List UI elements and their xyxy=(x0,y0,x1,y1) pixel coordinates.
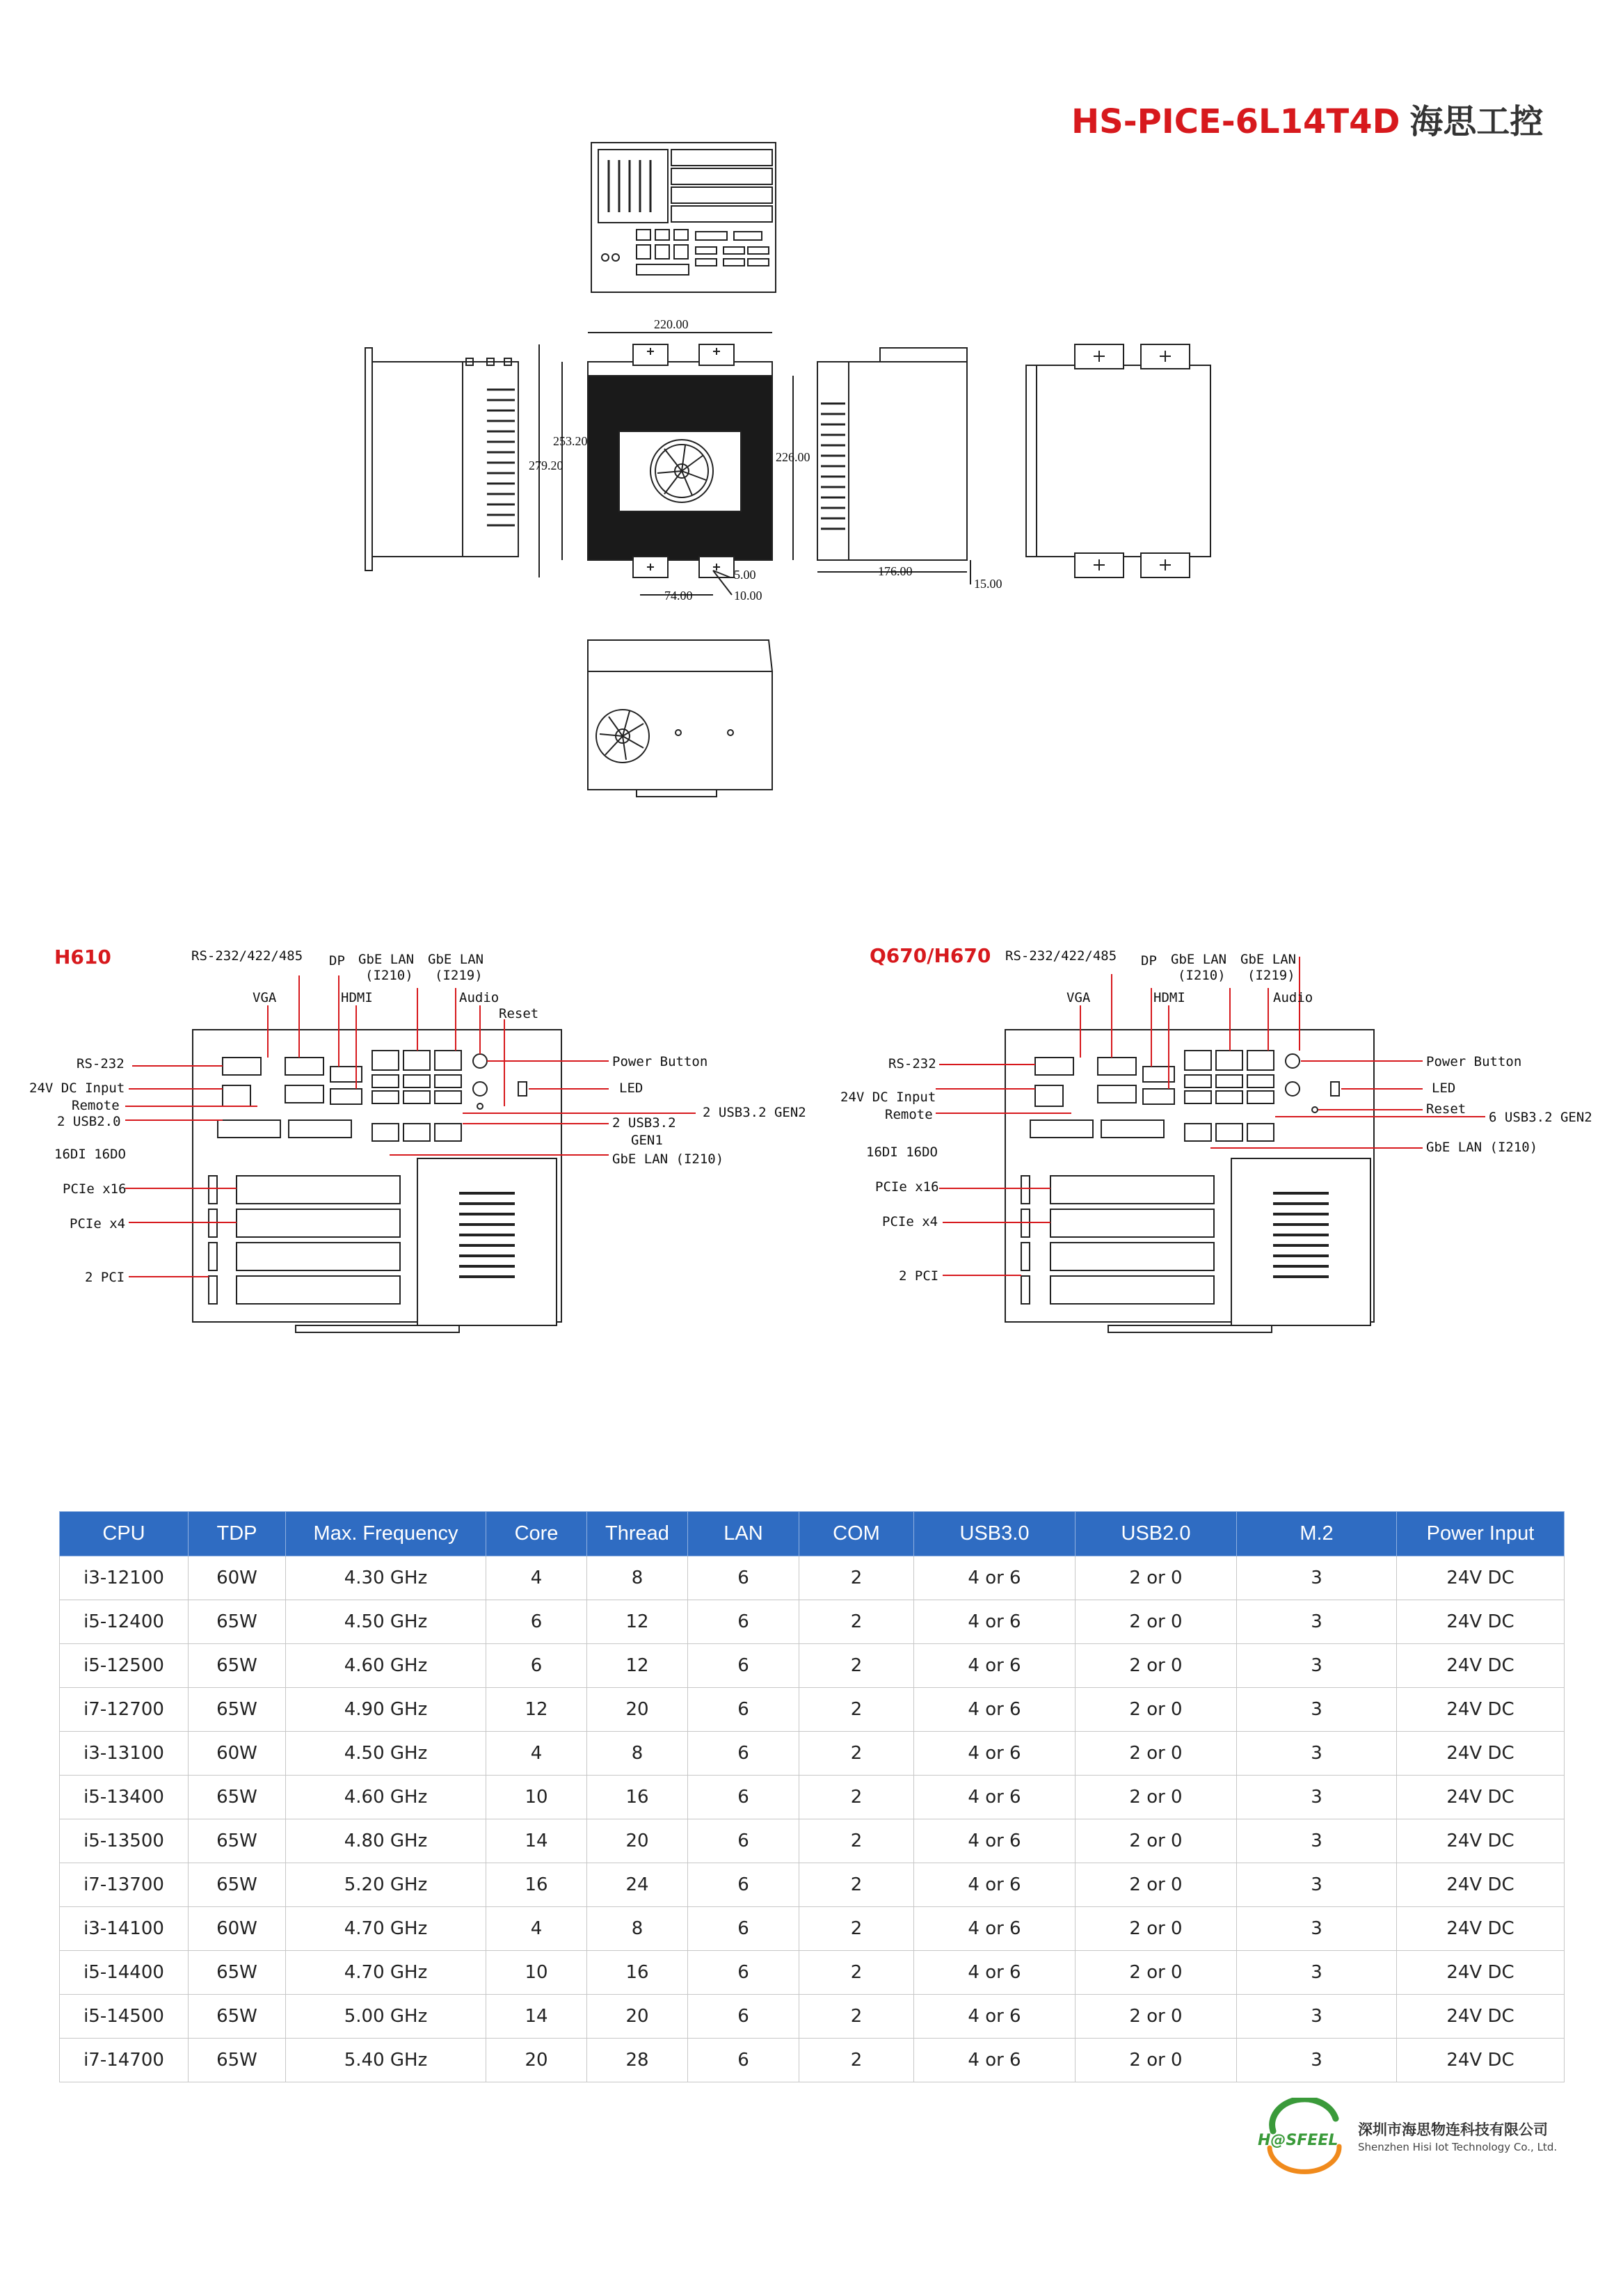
label-r-gbe2: GbE LAN xyxy=(1240,952,1297,967)
table-cell: 4.90 GHz xyxy=(286,1688,486,1732)
table-cell: 6 xyxy=(486,1644,587,1688)
table-cell: 65W xyxy=(189,1995,286,2039)
label-r-hdmi: HDMI xyxy=(1153,990,1185,1005)
dim-hole-a: 5.00 xyxy=(734,568,756,582)
front-view-drawing xyxy=(591,143,776,292)
table-cell: 2 xyxy=(799,1688,914,1732)
table-cell: 16 xyxy=(486,1863,587,1907)
col-header-cpu: CPU xyxy=(60,1512,189,1556)
label-r-rs232: RS-232 xyxy=(888,1056,936,1071)
label-r-remote: Remote xyxy=(885,1107,933,1122)
table-cell: 2 xyxy=(799,1556,914,1600)
table-cell: 3 xyxy=(1237,1819,1397,1863)
label-r-gbe1-sub: (I210) xyxy=(1178,968,1226,983)
table-cell: 2 or 0 xyxy=(1076,2039,1237,2082)
table-cell: 2 xyxy=(799,1644,914,1688)
table-cell: 4 or 6 xyxy=(914,1600,1076,1644)
top-view-drawing xyxy=(539,333,793,595)
table-cell: 4 or 6 xyxy=(914,1732,1076,1776)
table-cell: 24V DC xyxy=(1397,1644,1565,1688)
io-panel-left-drawing xyxy=(125,975,696,1332)
footer xyxy=(1252,2098,1572,2174)
table-cell: 65W xyxy=(189,1863,286,1907)
table-cell: 2 xyxy=(799,1600,914,1644)
table-cell: 28 xyxy=(587,2039,688,2082)
table-cell: 10 xyxy=(486,1776,587,1819)
label-r-gbe-bottom: GbE LAN (I210) xyxy=(1426,1140,1538,1155)
label-r-rs232-422-485: RS-232/422/485 xyxy=(1005,948,1117,964)
table-cell: 4 or 6 xyxy=(914,1556,1076,1600)
table-cell: 2 xyxy=(799,1907,914,1951)
col-header-com: COM xyxy=(799,1512,914,1556)
table-cell: 20 xyxy=(587,1819,688,1863)
table-cell: 2 xyxy=(799,1732,914,1776)
table-row xyxy=(60,1819,1565,1863)
table-cell: 2 or 0 xyxy=(1076,1600,1237,1644)
company-name-en: Shenzhen Hisi Iot Technology Co., Ltd. xyxy=(1358,2141,1558,2153)
table-cell: i3-12100 xyxy=(60,1556,189,1600)
table-cell: 3 xyxy=(1237,2039,1397,2082)
table-cell: 2 xyxy=(799,2039,914,2082)
table-cell: i7-14700 xyxy=(60,2039,189,2082)
table-cell: 60W xyxy=(189,1556,286,1600)
cpu-spec-table xyxy=(59,1511,1565,2082)
table-cell: 24V DC xyxy=(1397,1732,1565,1776)
dim-bottom-offset: 74.00 xyxy=(664,589,693,603)
label-r-gbe1: GbE LAN xyxy=(1171,952,1227,967)
table-cell: 4 or 6 xyxy=(914,1819,1076,1863)
table-cell: 5.20 GHz xyxy=(286,1863,486,1907)
brand-name: 海思工控 xyxy=(1409,102,1544,141)
table-row xyxy=(60,1995,1565,2039)
dim-mid-height: 253.20 xyxy=(553,434,588,448)
label-usb32-gen1: 2 USB3.2 xyxy=(612,1115,676,1131)
label-dio: 16DI 16DO xyxy=(54,1147,126,1162)
label-r-pci: 2 PCI xyxy=(899,1268,939,1284)
label-vga: VGA xyxy=(253,990,277,1005)
label-led: LED xyxy=(619,1081,643,1096)
label-r-pcie4: PCIe x4 xyxy=(882,1214,938,1229)
company-logo xyxy=(1252,2098,1357,2174)
table-cell: 5.00 GHz xyxy=(286,1995,486,2039)
table-cell: 2 xyxy=(799,1951,914,1995)
table-cell: 3 xyxy=(1237,1644,1397,1688)
label-usb20: 2 USB2.0 xyxy=(57,1114,121,1129)
logo-text: H@SFEEL xyxy=(1258,2132,1338,2149)
table-row xyxy=(60,1732,1565,1776)
table-cell: 24V DC xyxy=(1397,1776,1565,1819)
table-cell: 6 xyxy=(688,1951,799,1995)
label-pci: 2 PCI xyxy=(85,1270,125,1285)
table-cell: 20 xyxy=(486,2039,587,2082)
table-header-row xyxy=(60,1512,1565,1556)
table-cell: 3 xyxy=(1237,1688,1397,1732)
table-cell: 2 or 0 xyxy=(1076,1556,1237,1600)
table-cell: 8 xyxy=(587,1907,688,1951)
label-r-dp: DP xyxy=(1141,953,1157,968)
label-gbe2: GbE LAN xyxy=(428,952,484,967)
table-cell: 6 xyxy=(486,1600,587,1644)
table-cell: 4.60 GHz xyxy=(286,1644,486,1688)
rear-fan-view-drawing xyxy=(588,640,772,797)
table-cell: 4 or 6 xyxy=(914,1688,1076,1732)
col-header-lan: LAN xyxy=(688,1512,799,1556)
label-gbe1-sub: (I210) xyxy=(365,968,413,983)
label-r-gbe2-sub: (I219) xyxy=(1247,968,1295,983)
table-cell: 65W xyxy=(189,1688,286,1732)
table-cell: 6 xyxy=(688,1644,799,1688)
table-row xyxy=(60,1644,1565,1688)
table-cell: 60W xyxy=(189,1907,286,1951)
table-cell: i5-14500 xyxy=(60,1995,189,2039)
table-cell: 6 xyxy=(688,1600,799,1644)
table-cell: 24V DC xyxy=(1397,2039,1565,2082)
table-cell: 6 xyxy=(688,1776,799,1819)
label-r-audio: Audio xyxy=(1273,990,1313,1005)
col-header-power-input: Power Input xyxy=(1397,1512,1565,1556)
table-cell: 4.50 GHz xyxy=(286,1732,486,1776)
table-cell: 4.80 GHz xyxy=(286,1819,486,1863)
table-cell: 4 or 6 xyxy=(914,1776,1076,1819)
table-cell: 2 or 0 xyxy=(1076,1907,1237,1951)
table-cell: 24V DC xyxy=(1397,1951,1565,1995)
table-cell: 6 xyxy=(688,1732,799,1776)
label-gbe-bottom: GbE LAN (I210) xyxy=(612,1151,724,1167)
table-row xyxy=(60,1688,1565,1732)
table-cell: 2 xyxy=(799,1863,914,1907)
table-cell: 12 xyxy=(587,1644,688,1688)
label-audio: Audio xyxy=(459,990,499,1005)
table-row xyxy=(60,2039,1565,2082)
side-view-left-drawing xyxy=(365,348,518,571)
table-cell: 4.60 GHz xyxy=(286,1776,486,1819)
table-row xyxy=(60,1556,1565,1600)
col-header-m2: M.2 xyxy=(1237,1512,1397,1556)
table-cell: i5-12400 xyxy=(60,1600,189,1644)
table-cell: 4.70 GHz xyxy=(286,1907,486,1951)
io-panel-right-drawing xyxy=(936,957,1485,1332)
table-row xyxy=(60,1907,1565,1951)
label-power-button: Power Button xyxy=(612,1054,708,1069)
table-cell: 65W xyxy=(189,1776,286,1819)
table-cell: 2 or 0 xyxy=(1076,1688,1237,1732)
table-cell: 65W xyxy=(189,1600,286,1644)
label-r-vga: VGA xyxy=(1066,990,1091,1005)
label-usb32-gen2: 2 USB3.2 GEN2 xyxy=(703,1105,806,1120)
col-header-thread: Thread xyxy=(587,1512,688,1556)
table-cell: 2 or 0 xyxy=(1076,1819,1237,1863)
label-rs232-422-485: RS-232/422/485 xyxy=(191,948,303,964)
table-cell: 2 or 0 xyxy=(1076,1644,1237,1688)
table-cell: 5.40 GHz xyxy=(286,2039,486,2082)
label-r-pcie16: PCIe x16 xyxy=(875,1179,939,1195)
table-cell: 2 or 0 xyxy=(1076,1951,1237,1995)
table-cell: 3 xyxy=(1237,1951,1397,1995)
table-cell: i5-13400 xyxy=(60,1776,189,1819)
table-cell: 3 xyxy=(1237,1907,1397,1951)
table-cell: 8 xyxy=(587,1732,688,1776)
table-cell: i3-14100 xyxy=(60,1907,189,1951)
table-cell: 4.30 GHz xyxy=(286,1556,486,1600)
dim-foot: 15.00 xyxy=(974,577,1002,591)
table-cell: 3 xyxy=(1237,1995,1397,2039)
table-cell: 24V DC xyxy=(1397,1863,1565,1907)
table-cell: 24V DC xyxy=(1397,1995,1565,2039)
table-cell: 3 xyxy=(1237,1863,1397,1907)
table-cell: i5-13500 xyxy=(60,1819,189,1863)
label-reset: Reset xyxy=(499,1006,539,1021)
model-name: HS-PICE-6L14T4D xyxy=(1071,102,1400,141)
table-cell: 4 xyxy=(486,1732,587,1776)
label-pcie16: PCIe x16 xyxy=(63,1181,127,1197)
col-header-core: Core xyxy=(486,1512,587,1556)
table-row xyxy=(60,1600,1565,1644)
table-cell: 2 xyxy=(799,1995,914,2039)
col-header-usb30: USB3.0 xyxy=(914,1512,1076,1556)
table-cell: 6 xyxy=(688,1907,799,1951)
table-cell: 4 xyxy=(486,1556,587,1600)
table-cell: 14 xyxy=(486,1995,587,2039)
label-remote: Remote xyxy=(72,1098,120,1113)
table-cell: 6 xyxy=(688,1995,799,2039)
label-gbe2-sub: (I219) xyxy=(435,968,483,983)
col-header-tdp: TDP xyxy=(189,1512,286,1556)
side-view-right-drawing xyxy=(817,348,970,584)
label-usb32-gen1-sub: GEN1 xyxy=(631,1133,663,1148)
table-cell: 3 xyxy=(1237,1732,1397,1776)
table-cell: 16 xyxy=(587,1776,688,1819)
company-name-cn: 深圳市海思物连科技有限公司 xyxy=(1358,2121,1548,2138)
label-r-led: LED xyxy=(1432,1081,1456,1096)
table-cell: 4 or 6 xyxy=(914,2039,1076,2082)
label-gbe1: GbE LAN xyxy=(358,952,415,967)
label-r-power-button: Power Button xyxy=(1426,1054,1522,1069)
label-hdmi: HDMI xyxy=(341,990,373,1005)
variant-left: H610 xyxy=(54,946,111,968)
table-row xyxy=(60,1776,1565,1819)
label-r-dio: 16DI 16DO xyxy=(866,1145,938,1160)
table-row xyxy=(60,1863,1565,1907)
table-cell: 3 xyxy=(1237,1556,1397,1600)
table-cell: i5-12500 xyxy=(60,1644,189,1688)
table-cell: 4 or 6 xyxy=(914,1907,1076,1951)
table-cell: 4 or 6 xyxy=(914,1644,1076,1688)
table-cell: 2 or 0 xyxy=(1076,1776,1237,1819)
dim-hole-b: 10.00 xyxy=(734,589,762,603)
table-cell: 65W xyxy=(189,2039,286,2082)
table-cell: 2 xyxy=(799,1819,914,1863)
dim-outer-height: 279.20 xyxy=(529,459,563,472)
dim-depth: 176.00 xyxy=(878,564,913,578)
table-cell: 65W xyxy=(189,1951,286,1995)
table-row xyxy=(60,1951,1565,1995)
label-pcie4: PCIe x4 xyxy=(70,1216,126,1231)
dim-right-height: 226.00 xyxy=(776,450,810,464)
dim-width: 220.00 xyxy=(654,317,689,331)
variant-right: Q670/H670 xyxy=(870,944,991,967)
table-cell: 2 or 0 xyxy=(1076,1863,1237,1907)
table-cell: 20 xyxy=(587,1688,688,1732)
table-cell: 65W xyxy=(189,1644,286,1688)
table-cell: 3 xyxy=(1237,1776,1397,1819)
table-cell: 3 xyxy=(1237,1600,1397,1644)
label-rs232: RS-232 xyxy=(77,1056,125,1071)
table-cell: 12 xyxy=(486,1688,587,1732)
table-cell: 2 or 0 xyxy=(1076,1732,1237,1776)
label-r-dc-input: 24V DC Input xyxy=(840,1090,936,1105)
table-cell: 6 xyxy=(688,1688,799,1732)
table-body xyxy=(60,1556,1565,2082)
table-cell: 24V DC xyxy=(1397,1556,1565,1600)
table-cell: 60W xyxy=(189,1732,286,1776)
table-cell: 4 or 6 xyxy=(914,1995,1076,2039)
col-header-usb20: USB2.0 xyxy=(1076,1512,1237,1556)
table-cell: 4 or 6 xyxy=(914,1863,1076,1907)
table-cell: 6 xyxy=(688,2039,799,2082)
table-cell: 8 xyxy=(587,1556,688,1600)
label-r-usb32-gen2: 6 USB3.2 GEN2 xyxy=(1489,1110,1592,1125)
label-r-reset: Reset xyxy=(1426,1101,1466,1117)
table-cell: 6 xyxy=(688,1556,799,1600)
table-cell: 6 xyxy=(688,1819,799,1863)
table-cell: i5-14400 xyxy=(60,1951,189,1995)
table-cell: 10 xyxy=(486,1951,587,1995)
table-cell: 24V DC xyxy=(1397,1907,1565,1951)
table-cell: 6 xyxy=(688,1863,799,1907)
table-cell: 24V DC xyxy=(1397,1819,1565,1863)
table-cell: 24V DC xyxy=(1397,1688,1565,1732)
table-cell: 24 xyxy=(587,1863,688,1907)
col-header-max-frequency: Max. Frequency xyxy=(286,1512,486,1556)
table-cell: 16 xyxy=(587,1951,688,1995)
table-cell: 4 xyxy=(486,1907,587,1951)
table-cell: i7-12700 xyxy=(60,1688,189,1732)
table-cell: 4 or 6 xyxy=(914,1951,1076,1995)
table-cell: 4.50 GHz xyxy=(286,1600,486,1644)
table-cell: 4.70 GHz xyxy=(286,1951,486,1995)
table-cell: 20 xyxy=(587,1995,688,2039)
table-cell: 2 or 0 xyxy=(1076,1995,1237,2039)
back-view-drawing xyxy=(1026,344,1210,577)
label-dp: DP xyxy=(329,953,345,968)
table-cell: 2 xyxy=(799,1776,914,1819)
table-cell: 14 xyxy=(486,1819,587,1863)
table-cell: i7-13700 xyxy=(60,1863,189,1907)
table-cell: i3-13100 xyxy=(60,1732,189,1776)
label-dc-input: 24V DC Input xyxy=(29,1081,125,1096)
table-cell: 12 xyxy=(587,1600,688,1644)
table-cell: 65W xyxy=(189,1819,286,1863)
table-cell: 24V DC xyxy=(1397,1600,1565,1644)
